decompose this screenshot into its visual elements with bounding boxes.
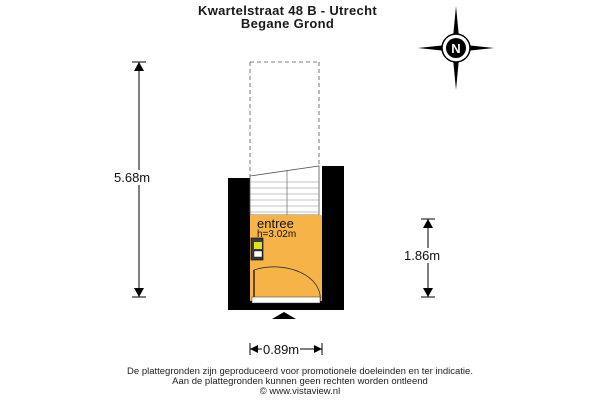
room-depth-label: 1.86m [404,248,441,263]
total-depth-label: 5.68m [114,170,151,185]
room-name: entree [257,216,294,231]
width-label: 0.89m [263,342,300,357]
copyright: © www.vistaview.nl [259,386,341,397]
entrance-arrow-icon [272,312,296,319]
left-wall [228,178,250,310]
meter-box-icon [251,238,263,260]
address-title: Kwartelstraat 48 B - Utrecht [198,3,377,18]
compass-label: N [451,41,461,56]
disclaimer-line-2: Aan de plattegronden kunnen geen rechten worden ontleend [172,376,428,387]
right-wall [322,166,344,310]
dashed-outline [250,62,319,176]
staircase [250,166,319,215]
disclaimer-line-1: De plattegronden zijn geproduceerd voor promotionele doeleinden en ter indicatie. [127,366,473,377]
floor-title: Begane Grond [240,16,335,31]
room-height: h=3.02m [257,229,297,240]
